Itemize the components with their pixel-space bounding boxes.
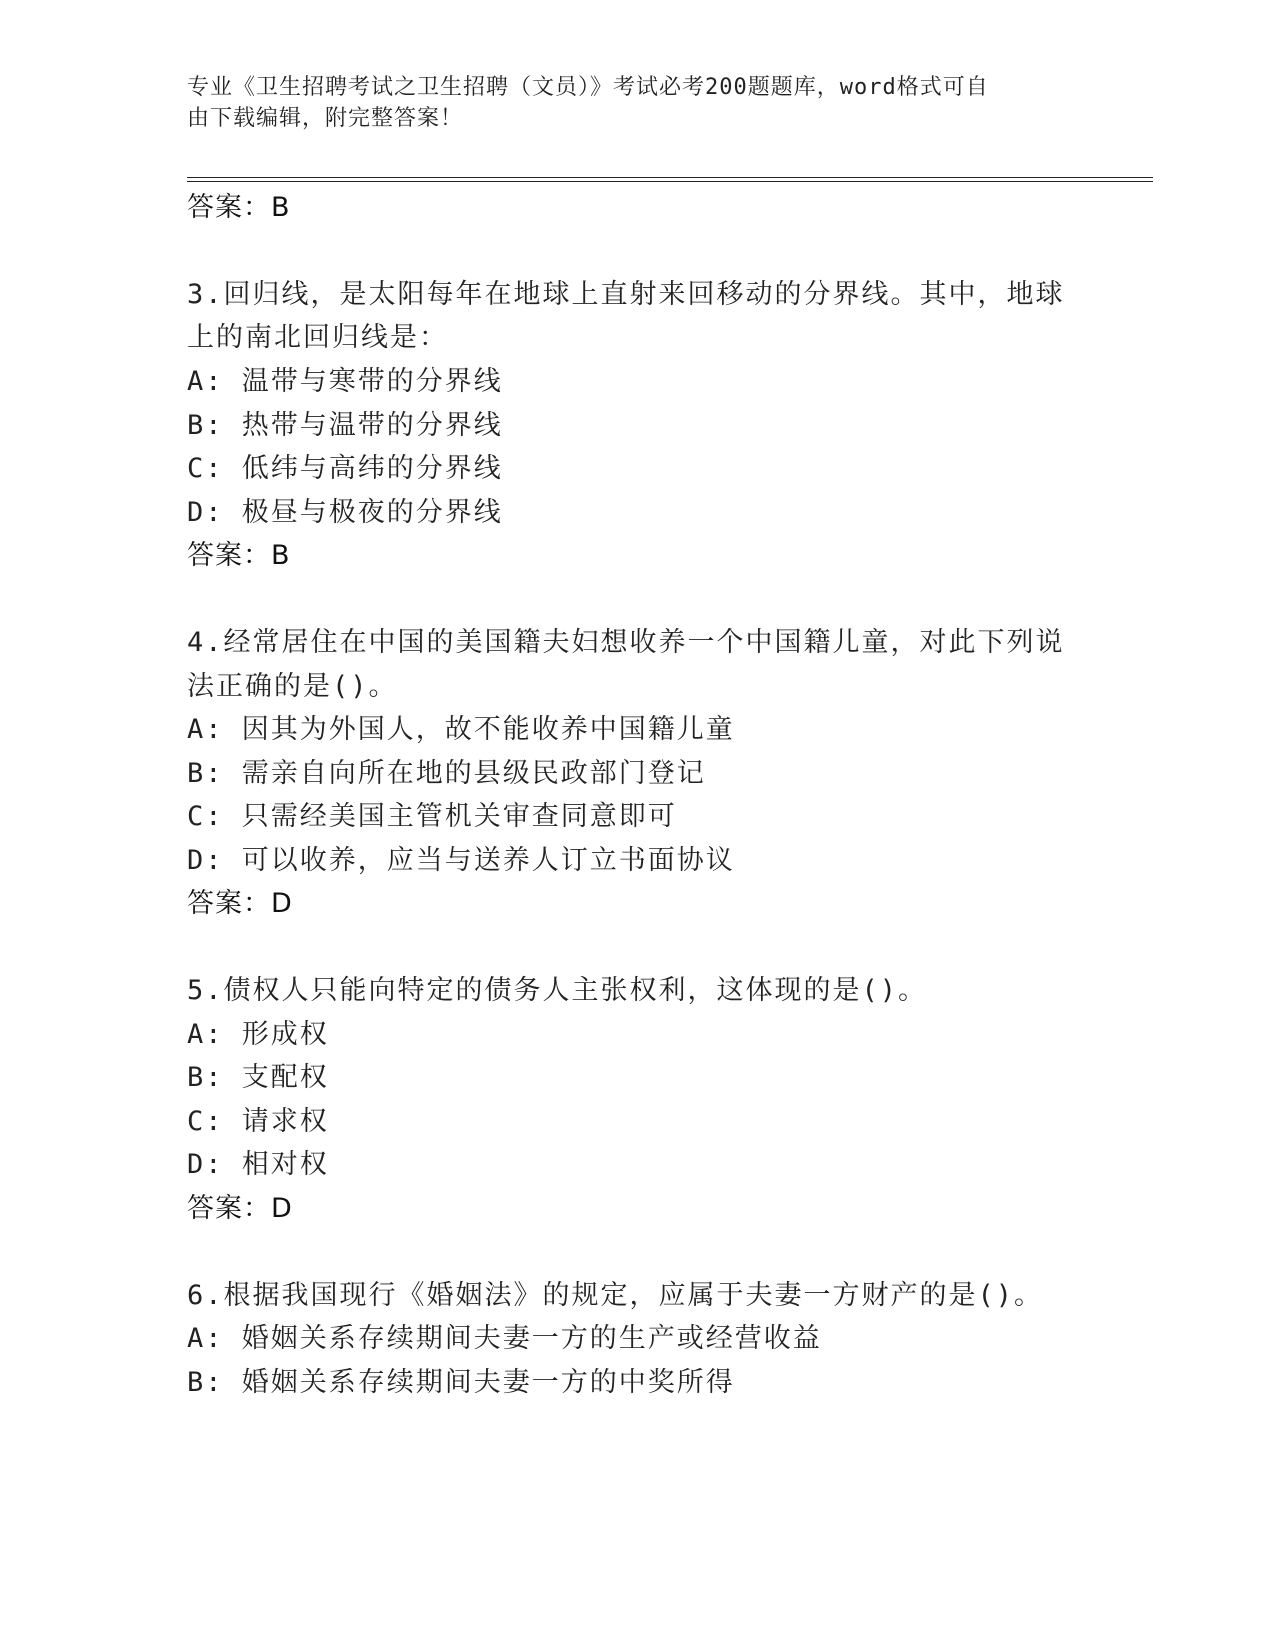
question-3-stem-line-2: 上的南北回归线是： <box>187 322 448 353</box>
header-line-1: 专业《卫生招聘考试之卫生招聘（文员）》考试必考200题题库，word格式可自 <box>187 75 989 100</box>
question-3-stem-line-1: 3.回归线，是太阳每年在地球上直射来回移动的分界线。其中，地球 <box>187 279 1065 310</box>
question-6-stem-line-1: 6.根据我国现行《婚姻法》的规定，应属于夫妻一方财产的是()。 <box>187 1280 1044 1311</box>
question-4-stem-line-1: 4.经常居住在中国的美国籍夫妇想收养一个中国籍儿童，对此下列说 <box>187 627 1065 658</box>
question-4-answer: 答案：D <box>187 888 293 919</box>
header-divider-bottom <box>187 181 1153 182</box>
answer-label: 答案：B <box>187 192 291 223</box>
question-3-answer: 答案：B <box>187 540 291 571</box>
question-4-stem-line-2: 法正确的是()。 <box>187 671 398 702</box>
document-header <box>187 72 1087 134</box>
header-divider-top <box>187 177 1153 178</box>
question-4-option-a: A: 因其为外国人，故不能收养中国籍儿童 <box>187 714 735 745</box>
question-4-option-d: D: 可以收养，应当与送养人订立书面协议 <box>187 845 735 876</box>
question-6-option-a: A: 婚姻关系存续期间夫妻一方的生产或经营收益 <box>187 1323 822 1354</box>
question-5-option-a: A: 形成权 <box>187 1019 329 1050</box>
question-4-option-c: C: 只需经美国主管机关审查同意即可 <box>187 801 677 832</box>
question-5-answer: 答案：D <box>187 1193 293 1224</box>
question-6-option-b: B: 婚姻关系存续期间夫妻一方的中奖所得 <box>187 1367 735 1398</box>
question-5-option-c: C: 请求权 <box>187 1106 329 1137</box>
question-4-option-b: B: 需亲自向所在地的县级民政部门登记 <box>187 758 706 789</box>
question-5-option-d: D: 相对权 <box>187 1149 329 1180</box>
question-5-option-b: B: 支配权 <box>187 1062 329 1093</box>
question-3-option-c: C: 低纬与高纬的分界线 <box>187 453 503 484</box>
question-3-option-b: B: 热带与温带的分界线 <box>187 410 503 441</box>
header-line-2: 由下载编辑，附完整答案！ <box>187 106 464 131</box>
question-3-option-a: A: 温带与寒带的分界线 <box>187 366 503 397</box>
question-3-option-d: D: 极昼与极夜的分界线 <box>187 497 503 528</box>
question-5-stem-line-1: 5.债权人只能向特定的债务人主张权利，这体现的是()。 <box>187 975 928 1006</box>
